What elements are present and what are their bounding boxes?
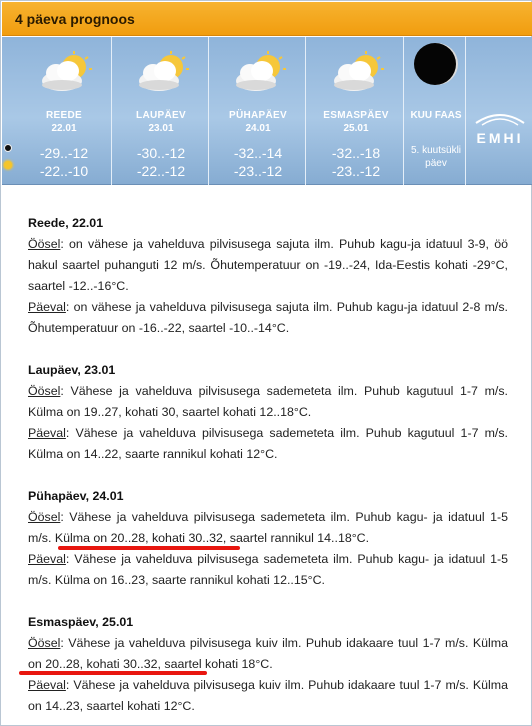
day-date: 23.01 <box>148 123 174 134</box>
day-name: PÜHAPÄEV <box>229 110 287 121</box>
night-text: : Vähese ja vahelduva pilvisusega sademeteta ilm. Puhub kagu- ja idatuul 1-5 m/s. Külma on 20..28, kohati 30..32, saartel rannikul 14..18°C. <box>28 510 508 545</box>
forecast-strip <box>2 37 532 185</box>
night-paragraph <box>28 507 508 549</box>
day-name: ESMASPÄEV <box>323 110 389 121</box>
day-temperature: -22..-10 <box>39 163 89 179</box>
day-text: : Vähese ja vahelduva pilvisusega sademeteta ilm. Puhub kagutuul 1-7 m/s. Külma on 14..22, saarte rannikul kohati 12°C. <box>28 426 508 461</box>
day-temperature: -23..-12 <box>331 163 381 179</box>
svg-text:EMHI: EMHI <box>476 130 524 146</box>
forecast-details <box>28 213 508 726</box>
day-date: 22.01 <box>51 123 77 134</box>
day-name: REEDE <box>46 110 82 121</box>
section-title: Laupäev, 23.01 <box>28 363 116 377</box>
panel-title: 4 päeva prognoos <box>15 11 135 27</box>
day-temperature: -23..-12 <box>233 163 283 179</box>
night-temperature: -29..-12 <box>39 145 89 161</box>
emhi-logo-column[interactable] <box>466 37 532 185</box>
day-date: 25.01 <box>343 123 369 134</box>
day-text: : Vähese ja vahelduva pilvisusega kuiv ilm. Puhub idakaare tuul 1-7 m/s. Külma on 14..23, saartel kohati 12°C. <box>28 678 508 713</box>
day-temperature: -22..-12 <box>136 163 186 179</box>
highlight-underline <box>58 546 240 550</box>
day-icon <box>4 161 12 169</box>
partly-cloudy-sun-icon <box>330 51 386 93</box>
night-paragraph <box>28 381 508 423</box>
night-temperature: -30..-12 <box>136 145 186 161</box>
moon-phase-column[interactable] <box>406 37 466 185</box>
forecast-section-laupaev <box>28 360 508 465</box>
night-icon <box>4 144 12 152</box>
section-title: Esmaspäev, 25.01 <box>28 615 134 629</box>
partly-cloudy-sun-icon <box>232 51 288 93</box>
day-label: Päeval <box>28 678 66 692</box>
section-title: Reede, 22.01 <box>28 216 104 230</box>
day-name: LAUPÄEV <box>136 110 186 121</box>
night-temperature: -32..-14 <box>233 145 283 161</box>
section-title: Pühapäev, 24.01 <box>28 489 124 503</box>
moon-phase-info: 5. kuutsükli päev <box>410 145 462 169</box>
day-column-esmaspaev[interactable] <box>308 37 404 185</box>
day-paragraph <box>28 549 508 591</box>
night-text: : Vähese ja vahelduva pilvisusega kuiv ilm. Puhub idakaare tuul 1-7 m/s. Külma on 20..28, kohati 30..32, saartel kohati 18°C. <box>28 636 508 671</box>
day-paragraph <box>28 297 508 339</box>
night-temperature: -32..-18 <box>331 145 381 161</box>
night-label: Öösel <box>28 237 61 251</box>
forecast-section-puhapaev <box>28 486 508 591</box>
partly-cloudy-sun-icon <box>38 51 94 93</box>
legend-icons <box>2 37 16 185</box>
header-bar <box>2 2 532 36</box>
night-paragraph <box>28 234 508 297</box>
day-column-laupaev[interactable] <box>113 37 209 185</box>
night-label: Öösel <box>28 384 61 398</box>
forecast-section-esmaspaev <box>28 612 508 717</box>
night-label: Öösel <box>28 510 61 524</box>
partly-cloudy-sun-icon <box>135 51 191 93</box>
day-paragraph <box>28 675 508 717</box>
day-label: Päeval <box>28 552 66 566</box>
night-label: Öösel <box>28 636 61 650</box>
day-text: : Vähese ja vahelduva pilvisusega sademeteta ilm. Puhub kagu- ja idatuul 1-5 m/s. Külma on 16..23, saarte rannikul kohati 12..15°C. <box>28 552 508 587</box>
night-text: : Vähese ja vahelduva pilvisusega sademeteta ilm. Puhub kagutuul 1-7 m/s. Külma on 19..27, kohati 30, saartel kohati 12..18°C. <box>28 384 508 419</box>
moon-phase-icon <box>414 43 456 85</box>
night-paragraph <box>28 633 508 675</box>
day-column-puhapaev[interactable] <box>210 37 306 185</box>
highlight-underline <box>19 671 207 675</box>
forecast-section-reede <box>28 213 508 339</box>
day-label: Päeval <box>28 300 66 314</box>
day-paragraph <box>28 423 508 465</box>
day-text: : on vähese ja vahelduva pilvisusega sajuta ilm. Puhub kagu-ja idatuul 2-8 m/s. Õhutemperatuur on -16..-22, saartel -10..-14°C. <box>28 300 508 335</box>
moon-phase-label: KUU FAAS <box>410 110 462 121</box>
day-date: 24.01 <box>245 123 271 134</box>
night-text: : on vähese ja vahelduva pilvisusega sajuta ilm. Puhub kagu-ja idatuul 3-9, öö hakul saartel puhanguti 12 m/s. Õhutemperatuur on -19..-24, Ida-Eestis kohati -29°C, saartel -12..-16°C. <box>28 237 508 293</box>
day-column-reede[interactable] <box>16 37 112 185</box>
day-label: Päeval <box>28 426 66 440</box>
emhi-logo <box>470 109 530 149</box>
